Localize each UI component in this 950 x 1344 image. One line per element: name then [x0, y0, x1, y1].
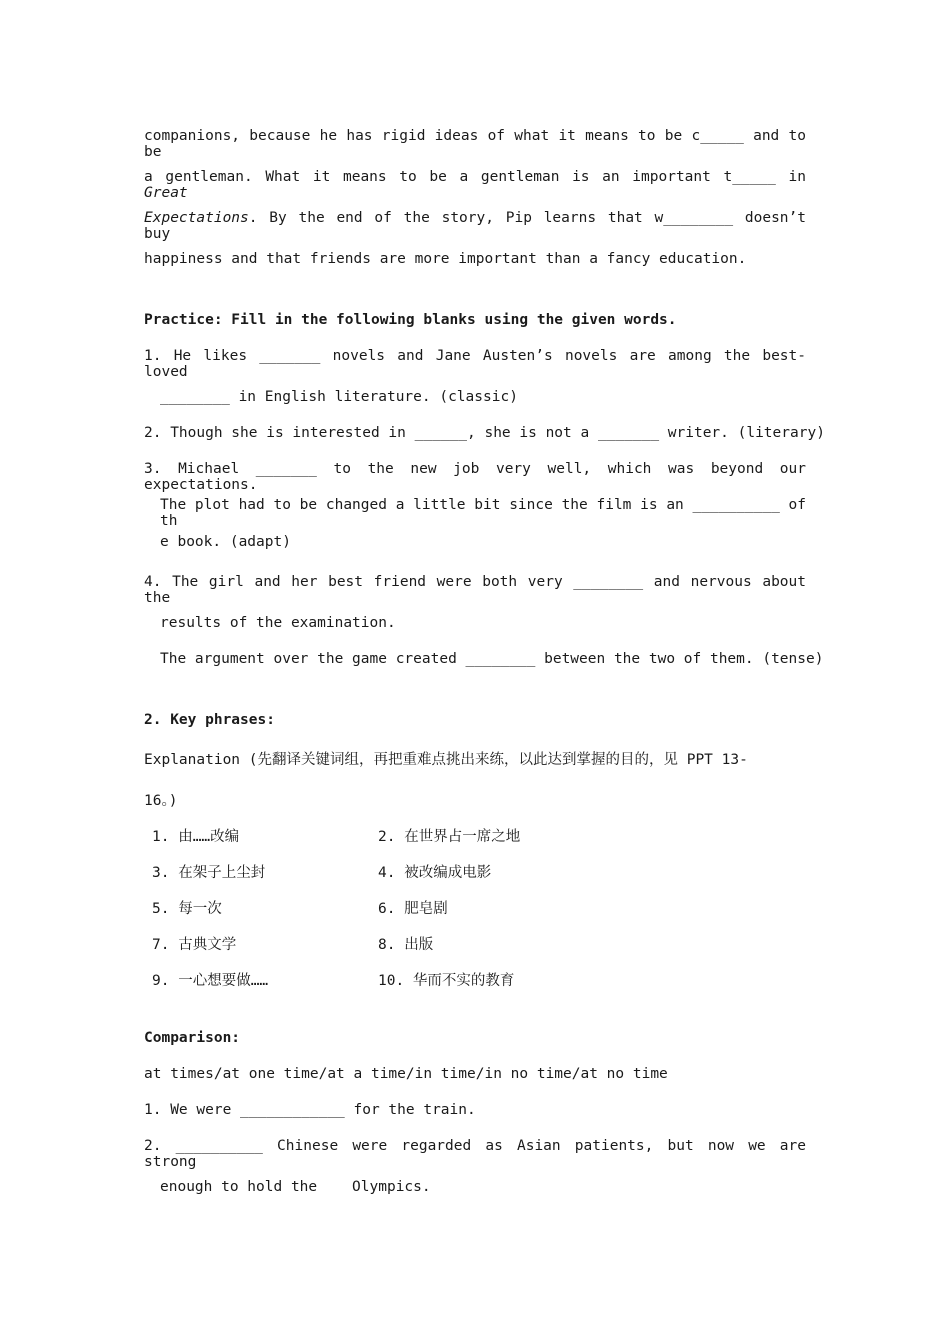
- phrase-item: 2. 在世界占一席之地: [378, 829, 521, 845]
- explanation-line-1: Explanation (先翻译关键词组，再把重难点挑出来练，以此达到掌握的目的，见 PPT 13-: [144, 752, 748, 768]
- phrase-item: 6. 肥皂剧: [378, 901, 448, 917]
- practice-heading: Practice: Fill in the following blanks using the given words.: [144, 312, 677, 328]
- comparison-question-2-cont: enough to hold the Olympics.: [160, 1179, 431, 1195]
- comparison-heading: Comparison:: [144, 1030, 241, 1046]
- intro-line-4: happiness and that friends are more important than a fancy education.: [144, 251, 747, 267]
- comparison-question-1: 1. We were ____________ for the train.: [144, 1102, 476, 1118]
- comparison-options: at times/at one time/at a time/in time/in no time/at no time: [144, 1066, 668, 1082]
- intro-line-1: companions, because he has rigid ideas of what it means to be c_____ and to be: [144, 128, 806, 160]
- intro-line-3: [144, 210, 806, 242]
- phrase-item: 3. 在架子上尘封: [152, 865, 266, 881]
- comparison-question-2: 2. __________ Chinese were regarded as Asian patients, but now we are strong: [144, 1138, 806, 1170]
- practice-line-3: 2. Though she is interested in ______, she is not a _______ writer. (literary): [144, 425, 825, 441]
- key-phrases-heading: 2. Key phrases:: [144, 712, 275, 728]
- intro-line-2: [144, 169, 806, 201]
- phrase-item: 10. 华而不实的教育: [378, 973, 515, 989]
- practice-line-1: 1. He likes _______ novels and Jane Austen’s novels are among the best-loved: [144, 348, 806, 380]
- phrase-item: 1. 由……改编: [152, 829, 240, 845]
- practice-line-4: 3. Michael _______ to the new job very well, which was beyond our expectations.: [144, 461, 806, 493]
- practice-line-7: 4. The girl and her best friend were both very ________ and nervous about the: [144, 574, 806, 606]
- intro-line-2-text: a gentleman. What it means to be a gentleman is an important t_____ in: [144, 169, 806, 185]
- intro-line-3-text: . By the end of the story, Pip learns that w________ doesn’t buy: [144, 210, 806, 242]
- practice-line-9: The argument over the game created ________ between the two of them. (tense): [160, 651, 824, 667]
- phrase-item: 5. 每一次: [152, 901, 222, 917]
- book-title-part-2: Expectations: [144, 210, 249, 226]
- book-title-part-1: Great: [144, 185, 188, 201]
- practice-line-6: e book. (adapt): [160, 534, 291, 550]
- practice-line-5: The plot had to be changed a little bit since the film is an __________ of th: [160, 497, 807, 529]
- phrase-item: 9. 一心想要做……: [152, 973, 269, 989]
- phrase-item: 8. 出版: [378, 937, 434, 953]
- explanation-line-2: 16。): [144, 793, 178, 809]
- phrase-item: 7. 古典文学: [152, 937, 237, 953]
- practice-line-8: results of the examination.: [160, 615, 396, 631]
- phrase-item: 4. 被改编成电影: [378, 865, 492, 881]
- practice-line-2: ________ in English literature. (classic): [160, 389, 518, 405]
